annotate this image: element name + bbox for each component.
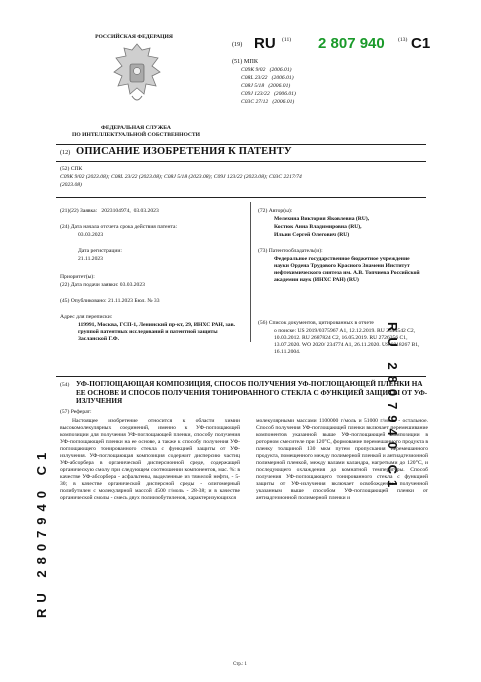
country-code: RU (254, 35, 276, 52)
service-name-line1: ФЕДЕРАЛЬНАЯ СЛУЖБА (101, 125, 171, 131)
doc-title-code: (12) (60, 149, 71, 156)
mpk-label: (51) МПК (232, 58, 258, 65)
invention-title: УФ-ПОГЛОЩАЮЩАЯ КОМПОЗИЦИЯ, СПОСОБ ПОЛУЧЕНИЯ УФ-ПОГЛОЩАЮЩЕЙ ПЛЕНКИ НА ЕЕ ОСНОВЕ И СПОСОБ ПОЛУЧЕНИЯ ТОНИРОВАННОГО СТЕКЛА С ФУНКЦИЕЙ ЗАЩИТЫ ОТ УФ-ИЗЛУЧЕНИЯ (76, 380, 428, 406)
side-code-left: RU 2807940 C1 (34, 446, 49, 618)
start-date-label: (24) Дата начала отсчета срока действия патента: (60, 224, 178, 230)
author-name: Мелехина Виктория Яковлевна (RU), (274, 216, 370, 222)
invention-title-code: (54) (60, 382, 70, 388)
start-date: 03.03.2023 (78, 232, 104, 238)
cited-docs-label: (56) Список документов, цитированных в отчете (258, 320, 374, 326)
federation-label: РОССИЙСКАЯ ФЕДЕРАЦИЯ (95, 34, 173, 40)
publication-date: (45) Опубликовано: 21.11.2023 Бюл. № 33 (60, 298, 160, 304)
divider (56, 161, 426, 162)
doc-title: ОПИСАНИЕ ИЗОБРЕТЕНИЯ К ПАТЕНТУ (76, 146, 292, 157)
divider (56, 144, 426, 145)
mpk-item: C09K 9/02 (2006.01) (241, 67, 292, 73)
page-number: Стр.: 1 (233, 662, 247, 667)
mpk-item: C03C 27/12 (2006.01) (241, 99, 295, 105)
abstract-column-2: молекулярными массами 1100000 г/моль и 51000 г/моль - остальное. Способ получения УФ-поглощающей пленки включает перемешивание компонентов указанной выше УФ-поглощающей композиции в роторном смесителе при 120°C, формование перемешанного продукта в пленку толщиной 130 мкм путем пропускания перемешанного продукта, помещенного между полимерной пленкой и антиадгезионной полимерной пленкой, между валами каландра, нагретыми до 120°C, и последующего охлаждения до комнатной температуры. Способ получения УФ-поглощающего тонированного стекла с функцией защиты от УФ-излучения включает освобождение полученной указанным выше способом УФ-поглощающей пленки от антиадгезионной полимерной пленки и (256, 418, 429, 501)
registration-label: Дата регистрации: (78, 248, 122, 254)
address-label: Адрес для переписки: (60, 314, 113, 320)
column-divider (250, 202, 251, 342)
author-name: Ильин Сергей Олегович (RU) (274, 232, 350, 238)
patent-owner: Федеральное государственное бюджетное учреждение науки Ордена Трудового Красного Знамени Институт нефтехимического синтеза им. А.В. Топчиева Российской академии наук (ИНХС РАН) (RU) (274, 256, 420, 283)
correspondence-address: 119991, Москва, ГСП-1, Ленинский пр-кт, 29, ИНХС РАН, зав. группой патентных исследований и патентной защиты Засланской Г.Ф. (78, 322, 236, 342)
code-11: (11) (282, 37, 292, 43)
divider (56, 376, 426, 377)
spk-line2: (2023.08) (60, 182, 82, 188)
author-name: Костюк Анна Владимировна (RU), (274, 224, 362, 230)
mpk-item: C08J 5/18 (2006.01) (241, 83, 291, 89)
authors-label: (72) Автор(ы): (258, 208, 293, 214)
priority-label: Приоритет(ы): (60, 274, 95, 280)
divider (56, 197, 426, 198)
mpk-item: C08L 23/22 (2006.01) (241, 75, 294, 81)
abstract-column-1: Настоящее изобретение относится к области химии высокомолекулярных соединений, именно к УФ-поглощающей композиции для получения УФ-поглощающей пленки, способу получения УФ-поглощающей пленки на ее основе, а также к способу получения УФ-поглощающего тонированного стекла с функцией защиты от УФ-излучения. УФ-поглощающая композиция содержит дисперсию частиц УФ-абсорбера в органической дисперсионной среде, содержащей органическую смолу при следующем соотношении компонентов, мас. %: в качестве УФ-абсорбера - асфальтены, выделенные из тяжелой нефти, - 5-30; в качестве органической дисперсной среды - олигомерный полибутилен с молекулярной массой 4500 г/моль - 28-38; и в качестве органической смолы - смесь двух полиизобутиленов, характеризующихся (60, 418, 240, 501)
side-code-right: RU 2807940 C1 (385, 322, 400, 494)
cited-documents: о поиске: US 2019/0375967 A1, 12.12.2019. RU 2444542 C2, 10.03.2012. RU 2687824 C2, 16.05.2019. RU 2726356 C1, 13.07.2020. WO 2020/ 234774 A1, 26.11.2020. US 6818267 B1, 16.11.2004. (274, 328, 420, 355)
service-name-line2: ПО ИНТЕЛЛЕКТУАЛЬНОЙ СОБСТВЕННОСТИ (72, 132, 200, 138)
patent-number: 2 807 940 (318, 35, 385, 52)
spk-label: (52) СПК (60, 166, 83, 172)
mpk-item: C09J 123/22 (2006.01) (241, 91, 296, 97)
registration-date: 21.11.2023 (78, 256, 103, 262)
code-19: (19) (232, 41, 243, 48)
filing-date: (22) Дата подачи заявки: 03.03.2023 (60, 282, 145, 288)
kind-code: C1 (411, 35, 431, 52)
code-13: (13) (398, 37, 408, 43)
abstract-label: (57) Реферат: (60, 409, 92, 415)
spk-line1: C09K 9/02 (2023.08); C08L 23/22 (2023.08); C08J 5/18 (2023.08); C09J 123/22 (2023.08); C03C 2217/74 (60, 174, 302, 180)
owner-label: (73) Патентообладатель(и): (258, 248, 323, 254)
state-emblem-icon (106, 40, 168, 110)
application-number: (21)(22) Заявка: 2023104974, 03.03.2023 (60, 208, 159, 214)
